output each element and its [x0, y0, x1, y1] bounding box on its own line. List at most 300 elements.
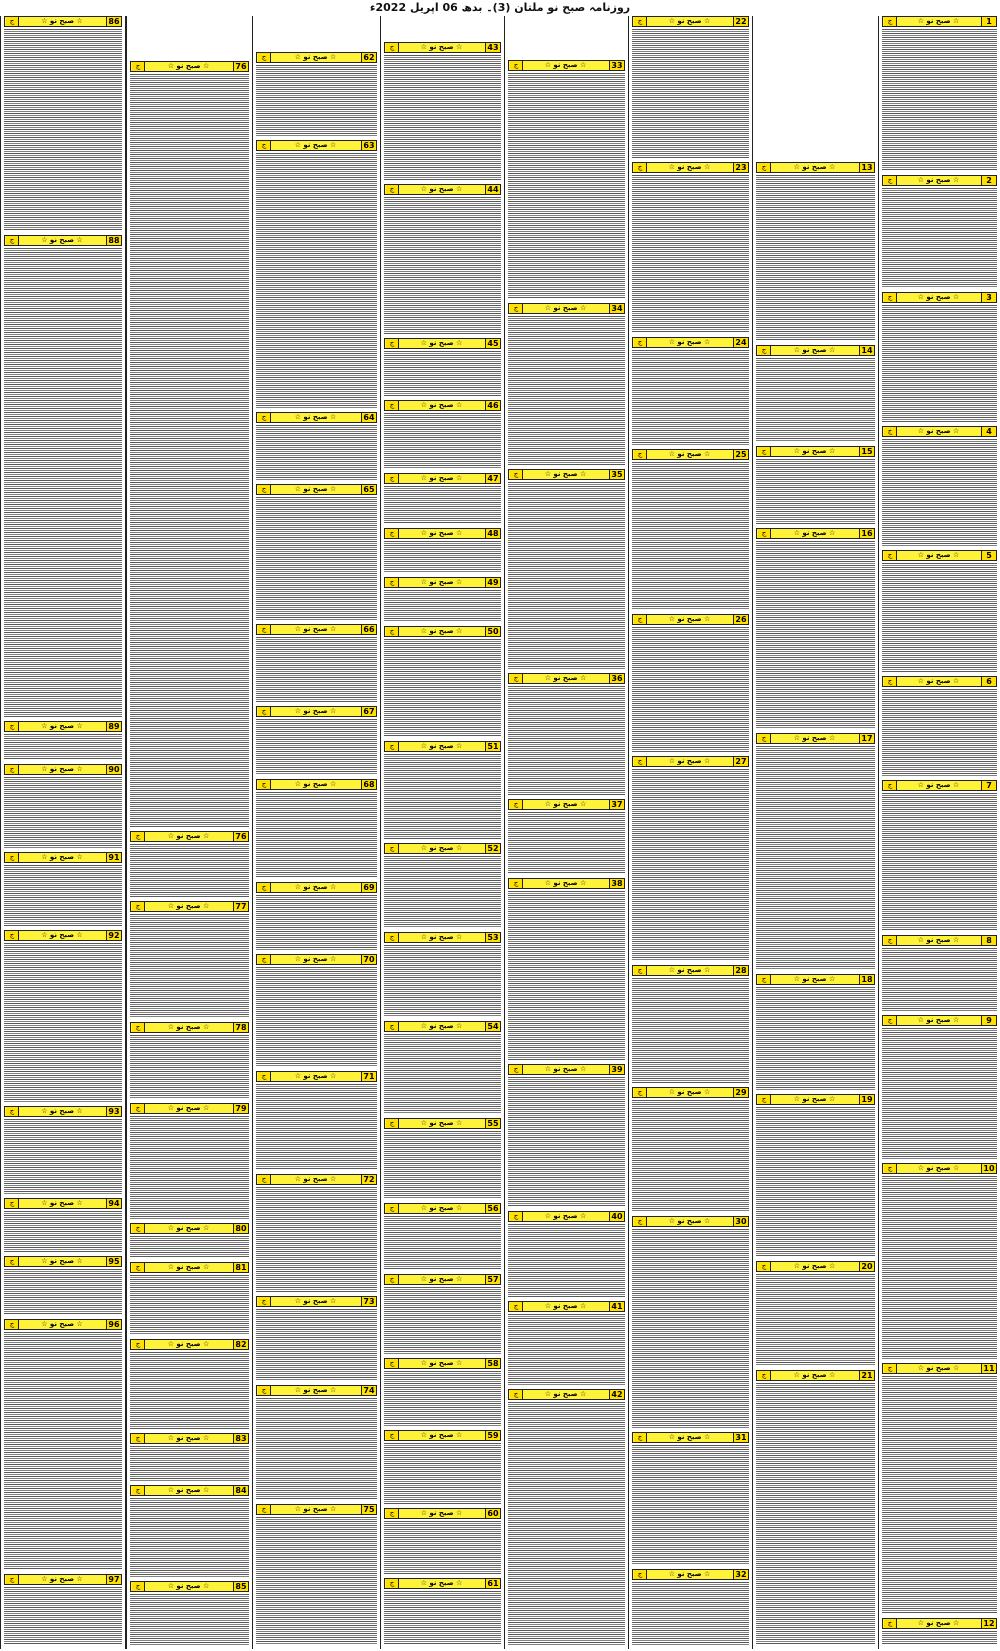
ad-body-text	[882, 948, 997, 1011]
ad-body-text	[256, 1398, 377, 1500]
ad-number: 7	[981, 781, 996, 790]
ad-header-title: ☆ صبح نو ☆	[294, 707, 337, 715]
ad-header-title: ☆ صبح نو ☆	[668, 450, 711, 458]
ad-body-text	[256, 967, 377, 1067]
ad-header-title: ☆ صبح نو ☆	[41, 1320, 83, 1328]
ad-number: 17	[859, 734, 874, 743]
ad-number: 3	[981, 293, 996, 302]
ad-number: 78	[233, 1023, 248, 1032]
ad-body-text	[256, 1517, 377, 1645]
ad-header	[4, 235, 122, 246]
ad-header	[256, 954, 377, 965]
ad-header	[508, 1301, 625, 1312]
ad-number: 86	[106, 17, 121, 26]
ad-header-mark: ج	[132, 1434, 145, 1443]
ad-header	[256, 412, 377, 423]
ad-header-mark: ج	[634, 1088, 647, 1097]
ad-number: 97	[106, 1575, 121, 1584]
ad-header-mark: ج	[510, 674, 523, 683]
ad-header-title: ☆ صبح نو ☆	[544, 470, 587, 478]
ad-header	[384, 42, 501, 53]
ad-number: 34	[609, 304, 624, 313]
ad-header	[130, 1022, 249, 1033]
ad-header-title: ☆ صبح نو ☆	[917, 1364, 960, 1372]
ad-header	[130, 61, 249, 72]
ad-body-text	[632, 1100, 749, 1212]
ad-header-mark: ج	[510, 470, 523, 479]
ad-number: 23	[733, 163, 748, 172]
ad-body-text	[508, 686, 625, 795]
ad-body-text	[756, 175, 875, 341]
ad-number: 1	[981, 17, 996, 26]
ad-body-text	[4, 1119, 122, 1194]
ad-header	[508, 60, 625, 71]
column-3	[628, 16, 752, 1649]
ad-header	[508, 469, 625, 480]
ad-header-mark: ج	[132, 1486, 145, 1495]
ad-header-title: ☆ صبح نو ☆	[544, 1065, 587, 1073]
ad-number: 55	[485, 1119, 500, 1128]
ad-header	[256, 882, 377, 893]
ad-header	[508, 878, 625, 889]
ad-body-text	[4, 734, 122, 760]
ad-body-text	[632, 29, 749, 158]
ad-number: 69	[361, 883, 376, 892]
ad-header	[882, 780, 997, 791]
ad-header	[384, 400, 501, 411]
ad-header	[882, 1163, 997, 1174]
ad-header-mark: ج	[884, 677, 897, 686]
ad-header-mark: ج	[884, 1164, 897, 1173]
ad-header-title: ☆ صبح نو ☆	[420, 401, 463, 409]
ad-header-title: ☆ صبح نو ☆	[668, 163, 711, 171]
ad-number: 71	[361, 1072, 376, 1081]
ad-header	[632, 162, 749, 173]
ad-header-mark: ج	[258, 955, 271, 964]
ad-header	[756, 1370, 875, 1381]
ad-body-text	[130, 1236, 249, 1258]
ad-header-title: ☆ صبح نو ☆	[420, 43, 463, 51]
ad-header-mark: ج	[386, 844, 399, 853]
ad-number: 51	[485, 742, 500, 751]
ad-header-mark: ج	[386, 43, 399, 52]
ad-header-mark: ج	[258, 883, 271, 892]
ad-header	[384, 1021, 501, 1032]
ad-header-title: ☆ صبح نو ☆	[167, 832, 210, 840]
ad-body-text	[256, 637, 377, 702]
ad-header-mark: ج	[258, 625, 271, 634]
ad-header-title: ☆ صبح نو ☆	[420, 1022, 463, 1030]
ad-body-text	[384, 413, 501, 469]
ad-header-mark: ج	[6, 1257, 19, 1266]
ad-body-text	[130, 1035, 249, 1099]
ad-header	[508, 1064, 625, 1075]
ad-body-text	[882, 793, 997, 931]
ad-header-title: ☆ صبح نو ☆	[167, 1023, 210, 1031]
ad-header-title: ☆ صبح نو ☆	[917, 293, 960, 301]
ad-header-mark: ج	[132, 1582, 145, 1591]
ad-header	[130, 1433, 249, 1444]
ad-number: 45	[485, 339, 500, 348]
ad-header	[882, 1015, 997, 1026]
ad-header-mark: ج	[386, 627, 399, 636]
ad-number: 22	[733, 17, 748, 26]
ad-number: 38	[609, 879, 624, 888]
ad-header	[632, 1432, 749, 1443]
ad-header-mark: ج	[386, 401, 399, 410]
ad-header	[256, 1385, 377, 1396]
ad-body-text	[882, 439, 997, 546]
ad-body-text	[508, 73, 625, 299]
ad-body-text	[384, 1521, 501, 1574]
ad-header-mark: ج	[884, 17, 897, 26]
ad-body-text	[256, 1084, 377, 1170]
ad-header-title: ☆ صبح نو ☆	[917, 427, 960, 435]
ad-header-mark: ج	[634, 1217, 647, 1226]
column-6	[252, 16, 380, 1649]
ad-number: 41	[609, 1302, 624, 1311]
ad-header-title: ☆ صبح نو ☆	[917, 176, 960, 184]
column-4	[504, 16, 628, 1649]
ad-header	[130, 901, 249, 912]
ad-header-mark: ج	[386, 339, 399, 348]
ad-number: 10	[981, 1164, 996, 1173]
ad-number: 75	[361, 1505, 376, 1514]
ad-body-text	[256, 153, 377, 408]
ad-header-mark: ج	[510, 61, 523, 70]
ad-header-mark: ج	[258, 1505, 271, 1514]
ad-number: 88	[106, 236, 121, 245]
ad-header	[256, 1504, 377, 1515]
ad-body-text	[756, 1107, 875, 1257]
ad-header-title: ☆ صبح نو ☆	[294, 955, 337, 963]
ad-header-title: ☆ صبح نو ☆	[167, 1224, 210, 1232]
ad-header-mark: ج	[634, 966, 647, 975]
ad-header-title: ☆ صبح نو ☆	[420, 844, 463, 852]
ad-body-text	[384, 541, 501, 573]
ad-header	[384, 843, 501, 854]
ad-body-text	[130, 1498, 249, 1577]
ad-header-title: ☆ صبح نو ☆	[668, 1570, 711, 1578]
ad-body-text	[384, 856, 501, 928]
ad-number: 91	[106, 853, 121, 862]
ad-body-text	[384, 1591, 501, 1645]
ad-header-mark: ج	[510, 879, 523, 888]
ad-header	[384, 528, 501, 539]
column-8	[0, 16, 126, 1649]
ad-body-text	[256, 1187, 377, 1292]
ad-header-mark: ج	[132, 1104, 145, 1113]
ad-body-text	[508, 1402, 625, 1645]
ad-number: 66	[361, 625, 376, 634]
ad-body-text	[384, 197, 501, 334]
ad-body-text	[882, 29, 997, 171]
ad-header	[4, 1319, 122, 1330]
ad-header	[4, 852, 122, 863]
column-5	[380, 16, 504, 1649]
ad-header-title: ☆ صبح نو ☆	[294, 883, 337, 891]
ad-header	[756, 446, 875, 457]
ad-body-text	[130, 1275, 249, 1335]
ad-header-mark: ج	[510, 304, 523, 313]
ad-number: 28	[733, 966, 748, 975]
ad-header-mark: ج	[132, 1224, 145, 1233]
ad-body-text	[4, 248, 122, 717]
ad-number: 8	[981, 936, 996, 945]
ad-body-text	[632, 462, 749, 610]
masthead: روزنامہ صبح نو ملتان (3)۔ بدھ 06 اپریل 2022ء	[369, 1, 631, 14]
ad-header-title: ☆ صبح نو ☆	[41, 931, 83, 939]
ad-number: 79	[233, 1104, 248, 1113]
ad-header-title: ☆ صبح نو ☆	[544, 674, 587, 682]
ad-body-text	[384, 639, 501, 737]
ad-header	[882, 426, 997, 437]
ad-header-title: ☆ صبح نو ☆	[668, 17, 711, 25]
ad-header	[4, 1256, 122, 1267]
ad-number: 29	[733, 1088, 748, 1097]
ad-header	[256, 1071, 377, 1082]
ad-header	[508, 1389, 625, 1400]
ad-header-mark: ج	[6, 236, 19, 245]
ad-header-mark: ج	[258, 413, 271, 422]
ad-number: 56	[485, 1204, 500, 1213]
ad-header-mark: ج	[884, 293, 897, 302]
ad-header-title: ☆ صبح نو ☆	[917, 17, 960, 25]
ad-number: 65	[361, 485, 376, 494]
ad-header	[130, 1262, 249, 1273]
ad-number: 43	[485, 43, 500, 52]
ad-header	[256, 52, 377, 63]
ad-header	[256, 779, 377, 790]
ad-body-text	[882, 1028, 997, 1159]
ad-header-mark: ج	[510, 800, 523, 809]
ad-body-text	[4, 1269, 122, 1315]
ad-header-title: ☆ صبح نو ☆	[544, 1212, 587, 1220]
ad-number: 53	[485, 933, 500, 942]
ad-body-text	[384, 1371, 501, 1426]
ad-header-title: ☆ صبح نو ☆	[544, 304, 587, 312]
ad-body-text	[256, 425, 377, 480]
ad-header-title: ☆ صبح نو ☆	[793, 1095, 836, 1103]
ad-header	[384, 1578, 501, 1589]
ad-number: 60	[485, 1509, 500, 1518]
ad-body-text	[384, 1034, 501, 1114]
ad-header-mark: ج	[6, 1575, 19, 1584]
ad-number: 74	[361, 1386, 376, 1395]
ad-header	[384, 1358, 501, 1369]
ad-number: 47	[485, 474, 500, 483]
ad-header-mark: ج	[132, 1340, 145, 1349]
ad-header-title: ☆ صبح نو ☆	[167, 902, 210, 910]
ad-header-title: ☆ صبح نو ☆	[167, 1486, 210, 1494]
ad-header	[882, 676, 997, 687]
ad-number: 20	[859, 1262, 874, 1271]
ad-number: 14	[859, 346, 874, 355]
ad-body-text	[256, 65, 377, 136]
ad-header-title: ☆ صبح نو ☆	[420, 529, 463, 537]
ad-header-mark: ج	[258, 53, 271, 62]
ad-number: 72	[361, 1175, 376, 1184]
ad-header-title: ☆ صبح نو ☆	[294, 1072, 337, 1080]
ad-header-title: ☆ صبح نو ☆	[41, 765, 83, 773]
ad-header	[508, 673, 625, 684]
ad-header-mark: ج	[884, 176, 897, 185]
ad-number: 19	[859, 1095, 874, 1104]
ad-number: 89	[106, 722, 121, 731]
ad-number: 33	[609, 61, 624, 70]
ad-header	[882, 1618, 997, 1629]
ad-header-title: ☆ صبح نو ☆	[420, 339, 463, 347]
ad-body-text	[256, 1309, 377, 1381]
ad-body-text	[508, 812, 625, 874]
ad-header-mark: ج	[758, 529, 771, 538]
ad-body-text	[384, 1443, 501, 1504]
ad-number: 37	[609, 800, 624, 809]
ad-header	[384, 626, 501, 637]
ad-header-title: ☆ صبح نو ☆	[917, 677, 960, 685]
ad-number: 50	[485, 627, 500, 636]
ad-header	[384, 1508, 501, 1519]
ad-body-text	[756, 1274, 875, 1366]
ad-header-mark: ج	[386, 474, 399, 483]
ad-number: 25	[733, 450, 748, 459]
ad-number: 95	[106, 1257, 121, 1266]
ad-header-title: ☆ صبح نو ☆	[420, 742, 463, 750]
ad-header-mark: ج	[6, 1107, 19, 1116]
ad-number: 92	[106, 931, 121, 940]
ad-header-mark: ج	[510, 1390, 523, 1399]
ad-header-title: ☆ صبح نو ☆	[544, 1302, 587, 1310]
ad-header-title: ☆ صبح نو ☆	[917, 551, 960, 559]
ad-number: 36	[609, 674, 624, 683]
ad-body-text	[632, 1445, 749, 1565]
column-1	[878, 16, 1000, 1649]
ad-body-text	[384, 486, 501, 524]
ad-number: 59	[485, 1431, 500, 1440]
ad-header	[130, 1485, 249, 1496]
ad-number: 44	[485, 185, 500, 194]
ad-body-text	[4, 1211, 122, 1252]
column-7	[126, 16, 252, 1649]
ad-header	[756, 1094, 875, 1105]
ad-header-mark: ج	[386, 529, 399, 538]
ad-header	[882, 935, 997, 946]
ad-number: 4	[981, 427, 996, 436]
ad-number: 11	[981, 1364, 996, 1373]
ad-header-title: ☆ صبح نو ☆	[294, 53, 337, 61]
ad-body-text	[756, 541, 875, 729]
ad-header-mark: ج	[386, 1509, 399, 1518]
ad-header-mark: ج	[884, 936, 897, 945]
ad-number: 12	[981, 1619, 996, 1628]
ad-number: 84	[233, 1486, 248, 1495]
ad-header-title: ☆ صبح نو ☆	[294, 780, 337, 788]
ad-number: 35	[609, 470, 624, 479]
ad-header-mark: ج	[634, 757, 647, 766]
ad-body-text	[882, 1176, 997, 1359]
ad-body-text	[384, 590, 501, 622]
ad-number: 61	[485, 1579, 500, 1588]
ad-header-title: ☆ صبح نو ☆	[793, 1371, 836, 1379]
ad-header	[508, 1211, 625, 1222]
ad-header	[130, 831, 249, 842]
ad-header-mark: ج	[6, 1320, 19, 1329]
ad-header-mark: ج	[132, 1263, 145, 1272]
ad-header-title: ☆ صبح نو ☆	[167, 1104, 210, 1112]
ad-header	[756, 345, 875, 356]
ad-number: 6	[981, 677, 996, 686]
ad-header-title: ☆ صبح نو ☆	[41, 17, 83, 25]
ad-header-title: ☆ صبح نو ☆	[917, 1164, 960, 1172]
ad-number: 48	[485, 529, 500, 538]
ad-number: 76	[233, 832, 248, 841]
ad-header-title: ☆ صبح نو ☆	[544, 61, 587, 69]
ad-header-title: ☆ صبح نو ☆	[167, 1434, 210, 1442]
ad-header	[4, 1106, 122, 1117]
ad-header-mark: ج	[884, 551, 897, 560]
ad-header	[882, 292, 997, 303]
ad-header	[4, 764, 122, 775]
ad-header	[756, 1261, 875, 1272]
ad-number: 2	[981, 176, 996, 185]
ad-header-mark: ج	[386, 1431, 399, 1440]
ad-number: 39	[609, 1065, 624, 1074]
ad-header	[632, 965, 749, 976]
ad-number: 58	[485, 1359, 500, 1368]
ad-header-title: ☆ صبح نو ☆	[420, 1509, 463, 1517]
ad-header	[256, 140, 377, 151]
ad-header-mark: ج	[132, 902, 145, 911]
ad-header-title: ☆ صبح نو ☆	[420, 1119, 463, 1127]
ad-header-mark: ج	[258, 780, 271, 789]
ad-body-text	[4, 865, 122, 926]
ad-body-text	[632, 627, 749, 752]
ad-number: 64	[361, 413, 376, 422]
ad-number: 73	[361, 1297, 376, 1306]
ad-header	[508, 799, 625, 810]
ad-number: 94	[106, 1199, 121, 1208]
ad-header-title: ☆ صبح نو ☆	[294, 413, 337, 421]
ad-header-mark: ج	[758, 163, 771, 172]
ad-header-title: ☆ صبح نو ☆	[41, 722, 83, 730]
ad-header-title: ☆ صبح نو ☆	[420, 1431, 463, 1439]
ad-header-mark: ج	[258, 141, 271, 150]
ad-header-title: ☆ صبح نو ☆	[917, 1016, 960, 1024]
ad-header	[384, 1274, 501, 1285]
ad-header	[130, 1223, 249, 1234]
ad-body-text	[256, 719, 377, 775]
ad-header-mark: ج	[6, 722, 19, 731]
ad-header-title: ☆ صبح نو ☆	[294, 485, 337, 493]
ad-header	[756, 733, 875, 744]
ad-body-text	[882, 1631, 997, 1645]
ad-header-mark: ج	[758, 447, 771, 456]
ad-number: 83	[233, 1434, 248, 1443]
ad-number: 81	[233, 1263, 248, 1272]
ad-number: 62	[361, 53, 376, 62]
ad-header	[632, 1216, 749, 1227]
ad-header-title: ☆ صبح نو ☆	[668, 338, 711, 346]
ad-number: 27	[733, 757, 748, 766]
column-2	[752, 16, 878, 1649]
ad-header-mark: ج	[510, 1065, 523, 1074]
ad-number: 49	[485, 578, 500, 587]
ad-body-text	[882, 188, 997, 288]
ad-header-title: ☆ صبح نو ☆	[167, 1340, 210, 1348]
ad-number: 42	[609, 1390, 624, 1399]
ad-body-text	[756, 746, 875, 970]
ad-header-mark: ج	[634, 338, 647, 347]
